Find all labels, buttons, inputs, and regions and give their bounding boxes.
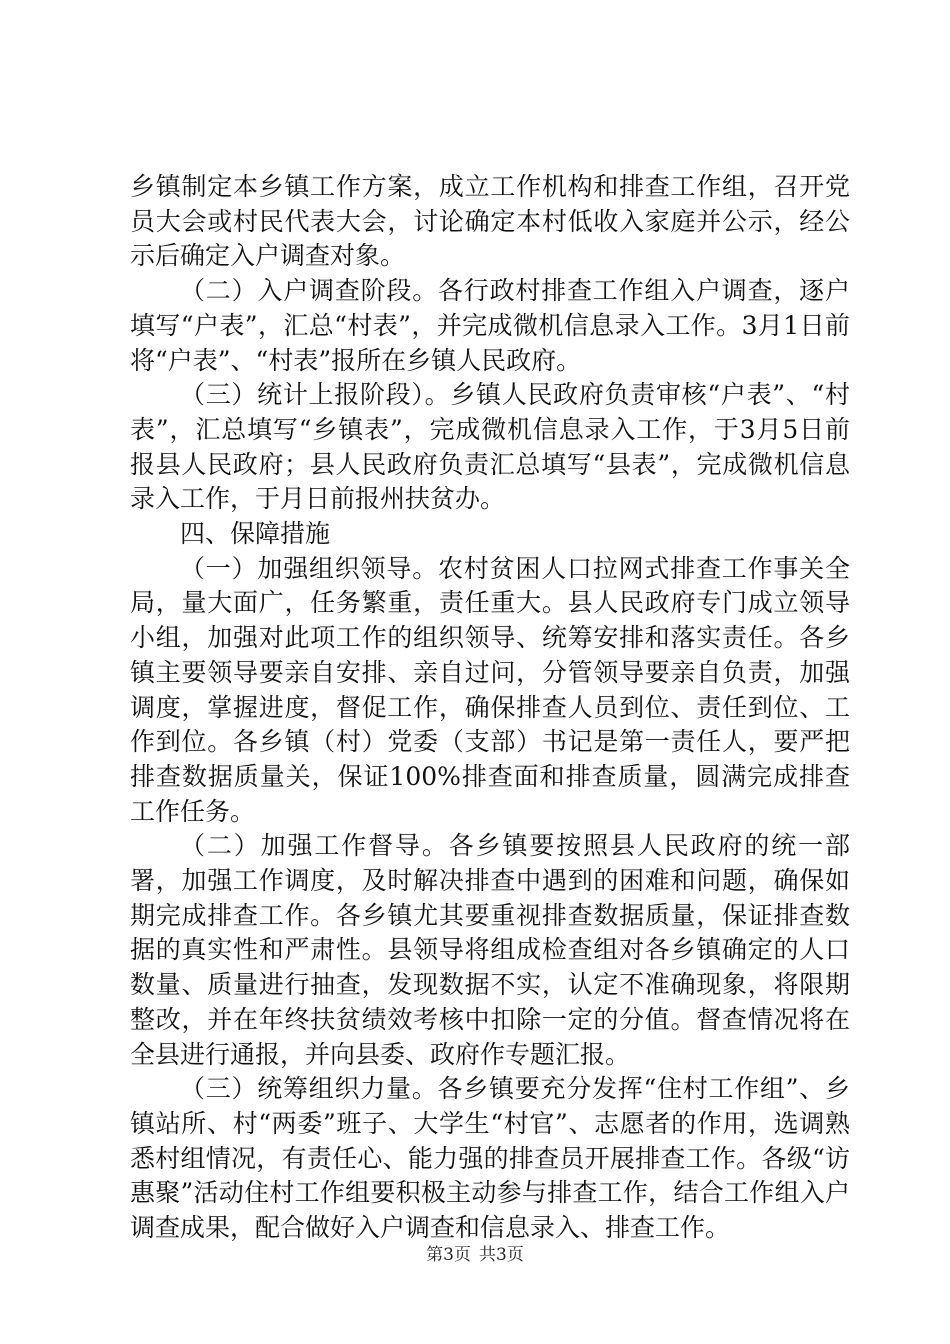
page-footer <box>0 1244 950 1266</box>
paragraph-statistics-report: （三）统计上报阶段）。乡镇人民政府负责审核“户表”、“村表”，汇总填写“乡镇表”，完成微机信息录入工作，于3月5日前报县人民政府；县人民政府负责汇总填写“县表”，完成微机信息录入工作，于月日前报州扶贫办。 <box>130 380 850 514</box>
paragraph-coordinate-forces: （三）统筹组织力量。各乡镇要充分发挥“住村工作组”、乡镇站所、村“两委”班子、大学生“村官”、志愿者的作用，选调熟悉村组情况，有责任心、能力强的排查员开展排查工作。各级“访惠聚”活动住村工作组要积极主动参与排查工作，结合工作组入户调查成果，配合做好入户调查和信息录入、排查工作。 <box>130 1074 850 1243</box>
page-number-current: 第3页 <box>426 1245 471 1265</box>
section-heading-safeguards: 四、保障措施 <box>180 519 331 549</box>
paragraph-continuation: 乡镇制定本乡镇工作方案，成立工作机构和排查工作组，召开党员大会或村民代表大会，讨论确定本村低收入家庭并公示，经公示后确定入户调查对象。 <box>130 172 850 271</box>
document-body <box>130 170 850 1246</box>
page-number-total: 共3页 <box>479 1245 524 1265</box>
paragraph-organization-leadership: （一）加强组织领导。农村贫困人口拉网式排查工作事关全局，量大面广，任务繁重，责任重大。县人民政府专门成立领导小组，加强对此项工作的组织领导、统筹安排和落实责任。各乡镇主要领导要亲自安排、亲自过问，分管领导要亲自负责，加强调度，掌握进度，督促工作，确保排查人员到位、责任到位、工作到位。各乡镇（村）党委（支部）书记是第一责任人，要严把排查数据质量关，保证100%排查面和排查质量，圆满完成排查工作任务。 <box>130 553 850 826</box>
paragraph-work-supervision: （二）加强工作督导。各乡镇要按照县人民政府的统一部署，加强工作调度，及时解决排查中遇到的困难和问题，确保如期完成排查工作。各乡镇尤其要重视排查数据质量，保证排查数据的真实性和严肃性。县领导将组成检查组对各乡镇确定的人口数量、质量进行抽查，发现数据不实，认定不准确现象，将限期整改，并在年终扶贫绩效考核中扣除一定的分值。督查情况将在全县进行通报，并向县委、政府作专题汇报。 <box>130 831 850 1069</box>
paragraph-household-survey: （二）入户调查阶段。各行政村排查工作组入户调查，逐户填写“户表”，汇总“村表”，并完成微机信息录入工作。3月1日前将“户表”、“村表”报所在乡镇人民政府。 <box>130 276 850 375</box>
